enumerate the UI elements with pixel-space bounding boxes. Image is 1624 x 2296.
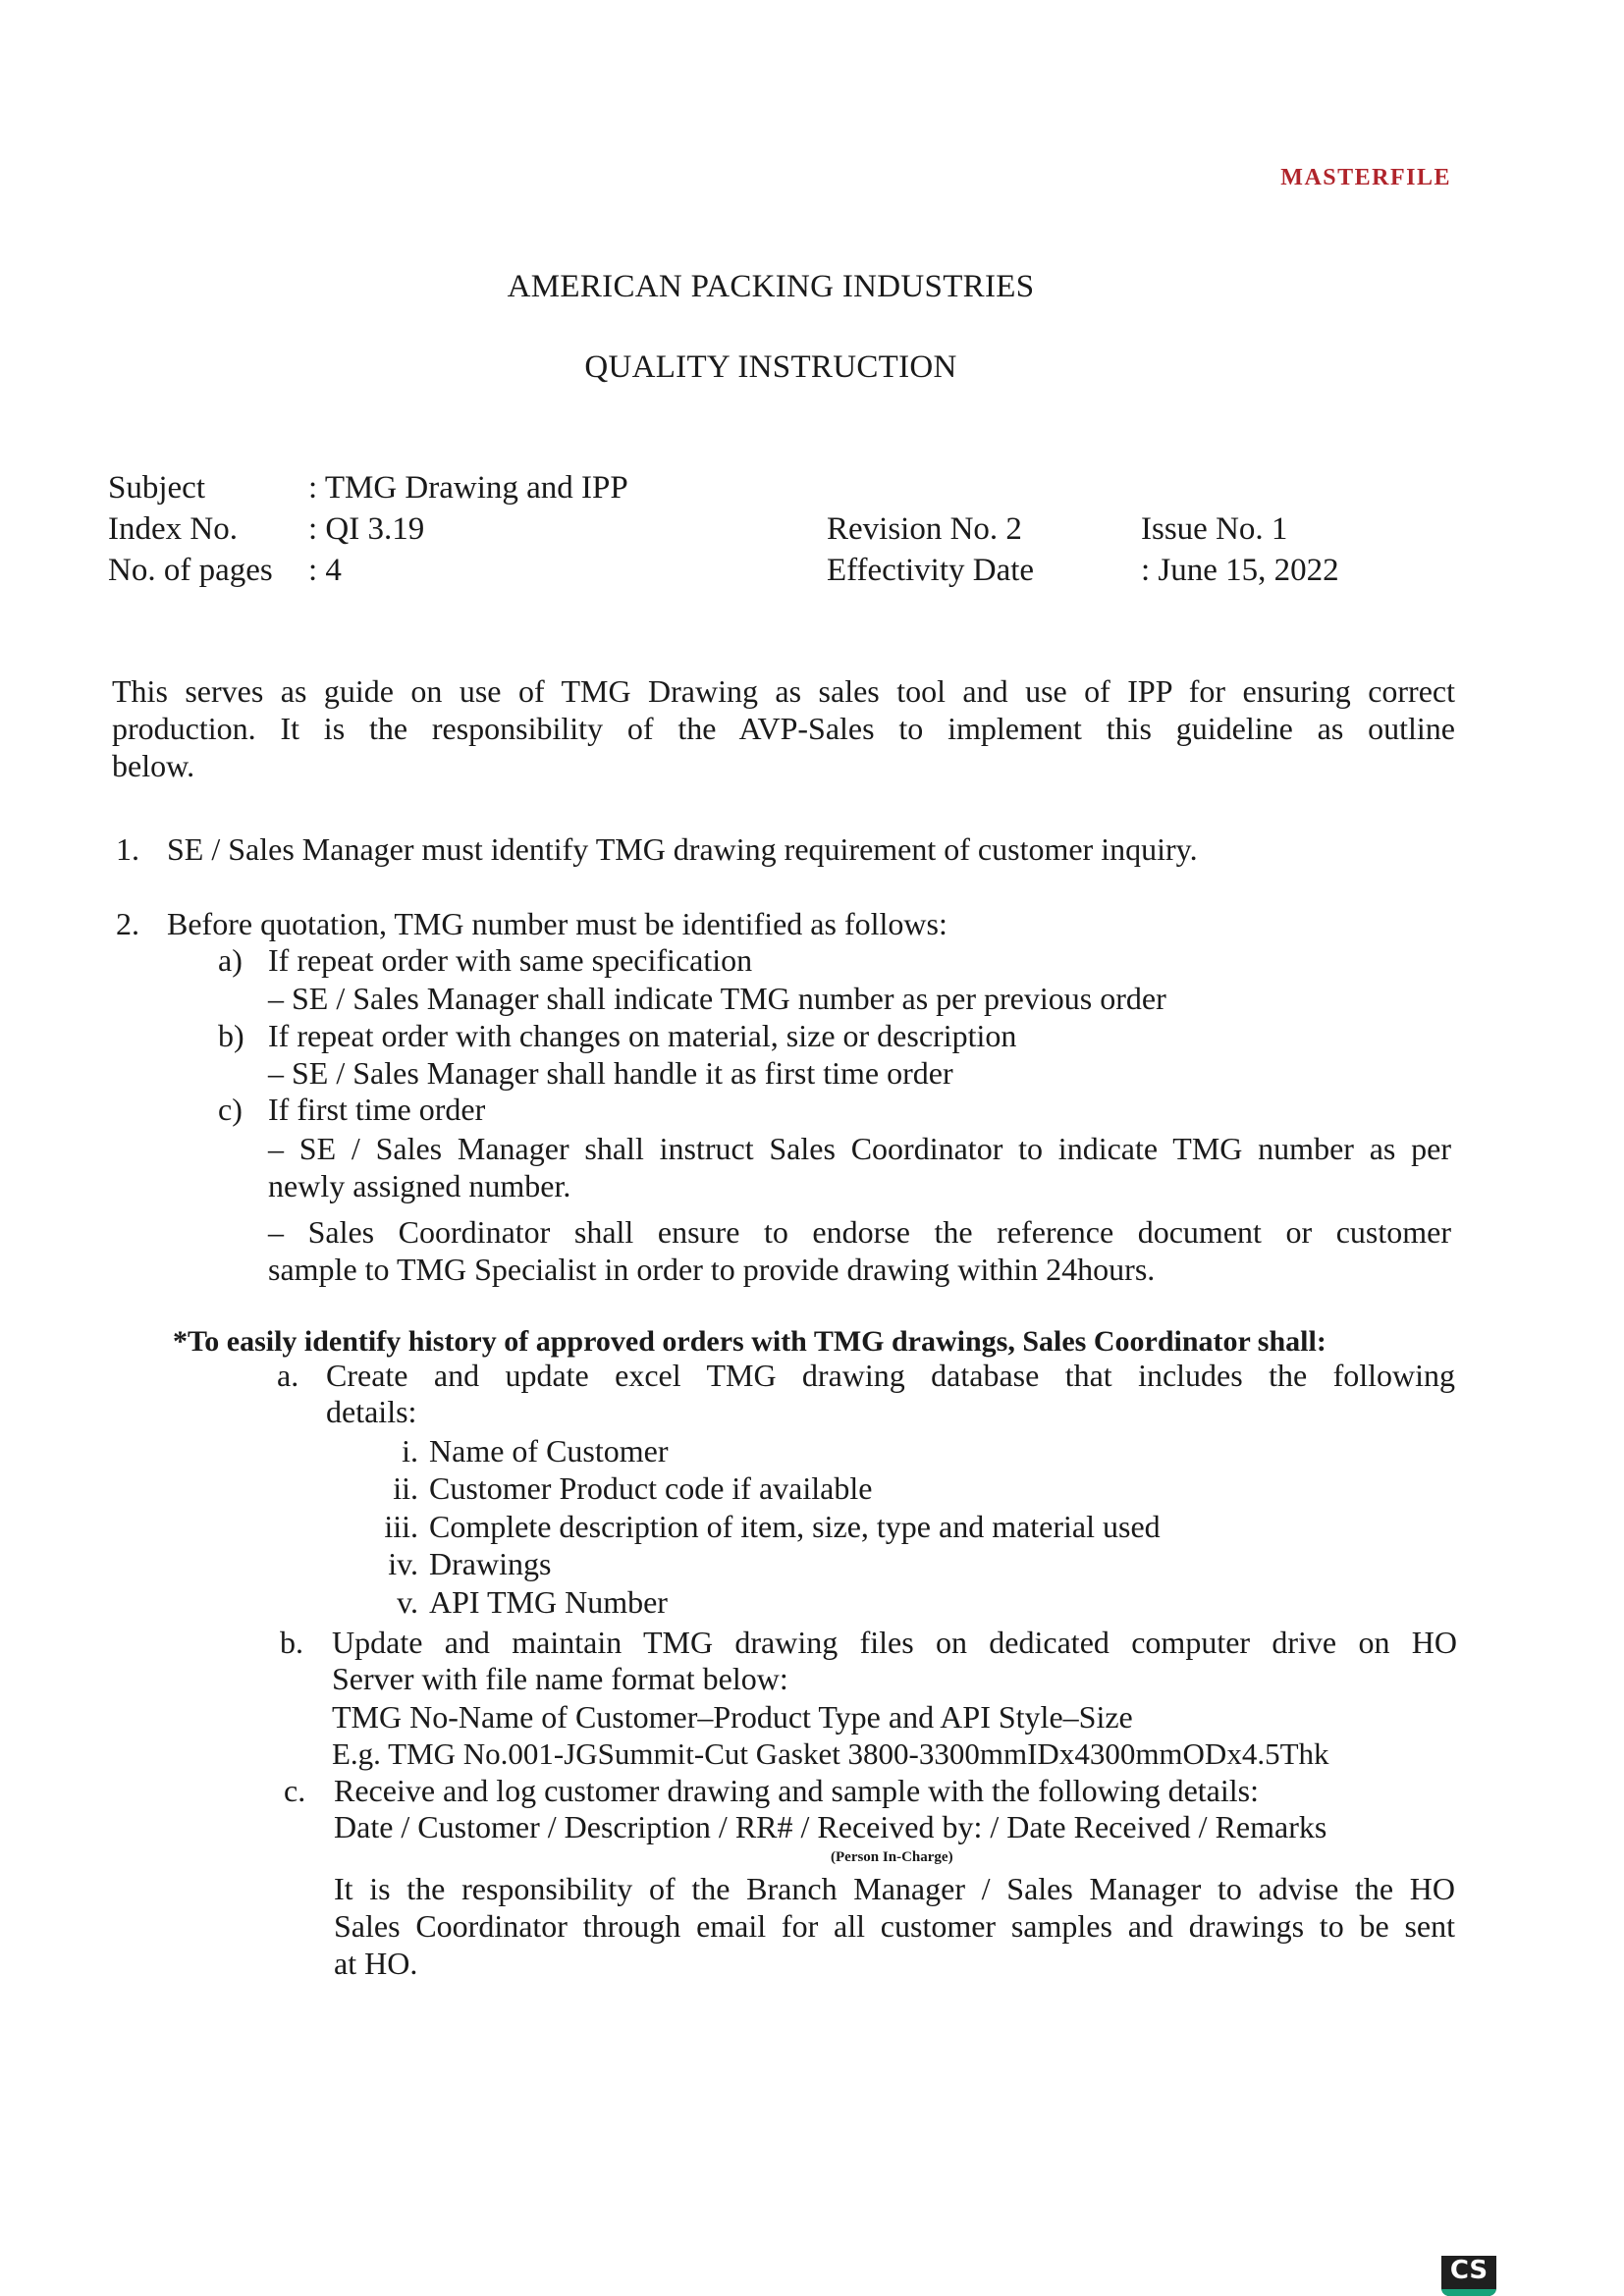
sub-text: Create and update excel TMG drawing database that includes the following	[326, 1358, 1455, 1393]
sub-text: at HO.	[334, 1946, 418, 1981]
subject-value: : TMG Drawing and IPP	[308, 470, 628, 506]
item-number: 2.	[116, 906, 139, 941]
effectivity-date: : June 15, 2022	[1141, 553, 1339, 588]
roman-number: iv.	[388, 1546, 418, 1581]
company-name: AMERICAN PACKING INDUSTRIES	[507, 269, 1035, 304]
roman-number: i.	[402, 1433, 418, 1468]
intro-line: below.	[112, 748, 195, 783]
sub-detail: – SE / Sales Manager shall instruct Sales Coordinator to indicate TMG number as per	[268, 1131, 1451, 1166]
sub-text: If repeat order with same specification	[268, 942, 753, 978]
person-in-charge-note: (Person In-Charge)	[831, 1849, 953, 1865]
roman-text: Name of Customer	[429, 1433, 669, 1468]
roman-text: Customer Product code if available	[429, 1470, 873, 1506]
roman-text: API TMG Number	[429, 1584, 668, 1620]
sub-text: Server with file name format below:	[332, 1661, 788, 1696]
item-number: 1.	[116, 831, 139, 867]
sub-detail: – SE / Sales Manager shall handle it as first time order	[268, 1055, 953, 1091]
roman-number: v.	[397, 1584, 418, 1620]
roman-number: ii.	[393, 1470, 418, 1506]
pages-value: : 4	[308, 553, 342, 588]
item-text: Before quotation, TMG number must be identified as follows:	[167, 906, 947, 941]
file-name-example: E.g. TMG No.001-JGSummit-Cut Gasket 3800-3300mmIDx4300mmODx4.5Thk	[332, 1736, 1329, 1771]
sub-marker: c.	[284, 1773, 306, 1808]
sub-marker: b.	[280, 1625, 303, 1660]
sub-text: If repeat order with changes on material, size or description	[268, 1018, 1017, 1053]
sub-detail: sample to TMG Specialist in order to provide drawing within 24hours.	[268, 1252, 1156, 1287]
sub-text: Update and maintain TMG drawing files on dedicated computer drive on HO	[332, 1625, 1457, 1660]
sub-text: Receive and log customer drawing and sample with the following details:	[334, 1773, 1259, 1808]
intro-line: production. It is the responsibility of the AVP-Sales to implement this guideline as outline	[112, 711, 1455, 746]
sub-detail: – Sales Coordinator shall ensure to endorse the reference document or customer	[268, 1214, 1451, 1250]
log-fields: Date / Customer / Description / RR# / Received by: / Date Received / Remarks	[334, 1809, 1327, 1844]
intro-line: This serves as guide on use of TMG Drawing as sales tool and use of IPP for ensuring correct	[112, 673, 1455, 709]
history-heading: *To easily identify history of approved orders with TMG drawings, Sales Coordinator shall:	[173, 1325, 1326, 1358]
sub-marker: a.	[277, 1358, 299, 1393]
camscanner-logo: CS	[1441, 2256, 1496, 2296]
roman-text: Complete description of item, size, type and material used	[429, 1509, 1161, 1544]
sub-text: It is the responsibility of the Branch Manager / Sales Manager to advise the HO	[334, 1871, 1455, 1906]
sub-text: If first time order	[268, 1092, 486, 1127]
index-label: Index No.	[108, 511, 238, 547]
document-type: QUALITY INSTRUCTION	[584, 349, 957, 385]
subject-label: Subject	[108, 470, 205, 506]
roman-text: Drawings	[429, 1546, 552, 1581]
sub-detail: – SE / Sales Manager shall indicate TMG number as per previous order	[268, 981, 1166, 1016]
revision-number: Revision No. 2	[827, 511, 1022, 547]
sub-detail: newly assigned number.	[268, 1168, 571, 1203]
sub-text: Sales Coordinator through email for all customer samples and drawings to be sent	[334, 1908, 1455, 1944]
sub-marker: c)	[218, 1092, 243, 1127]
sub-marker: a)	[218, 942, 243, 978]
pages-label: No. of pages	[108, 553, 273, 588]
roman-number: iii.	[384, 1509, 418, 1544]
effectivity-label: Effectivity Date	[827, 553, 1035, 588]
sub-marker: b)	[218, 1018, 244, 1053]
issue-number: Issue No. 1	[1141, 511, 1288, 547]
item-text: SE / Sales Manager must identify TMG drawing requirement of customer inquiry.	[167, 831, 1198, 867]
file-name-format: TMG No-Name of Customer–Product Type and API Style–Size	[332, 1699, 1133, 1735]
index-value: : QI 3.19	[308, 511, 425, 547]
masterfile-stamp: MASTERFILE	[1280, 165, 1451, 190]
sub-text: details:	[326, 1394, 417, 1429]
